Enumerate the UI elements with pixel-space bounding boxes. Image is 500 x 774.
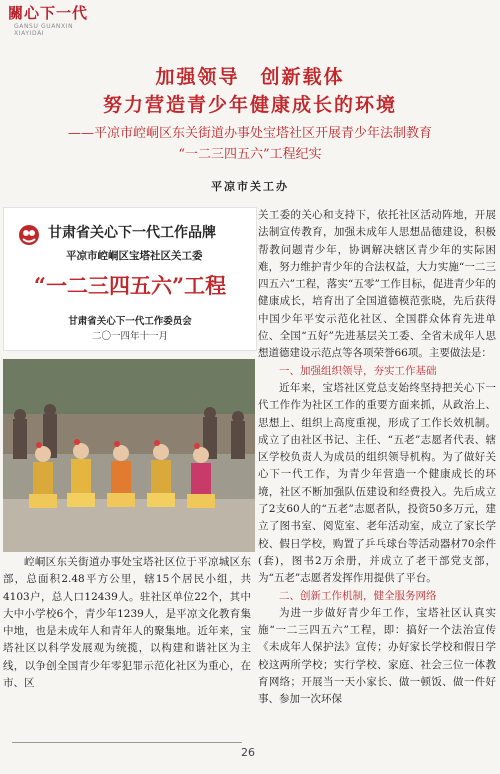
section-heading-2: 二、创新工作机制，健全服务网络: [279, 589, 437, 602]
award-box-slogan: “一二三四五六”工程: [33, 273, 227, 298]
article-subtitle-line1: ——平凉市崆峒区东关街道办事处宝塔社区开展青少年法制教育: [67, 126, 432, 141]
logo-en-line1: GANSU GUANXIN: [14, 23, 74, 30]
right-paragraph-1: 关工委的关心和支持下，依托社区活动阵地，开展法制宣传教育，加强未成年人思想品德建设，积极帮教问题青少年，协调解决辖区青少年的实际困难，努力维护青少年的合法权益，大力实施“一二三四五六”工程，落实“五零”工作目标，促进青少年的健康成长，培育出了全国道德模范张晓，先后获得中国少年平安示范化社区、全国群众体育先进单位、全国“五好”先进基层关工委、全省未成年人思想道德建设示范点等各项荣誉66项。主要做法是：: [258, 209, 496, 360]
article-title-line1: 加强领导 创新载体: [155, 66, 345, 88]
article-author: 平凉市关工办: [211, 180, 289, 193]
footer-divider: [12, 742, 242, 743]
award-box-date: 二〇一四年十一月: [91, 331, 168, 342]
logo-text: 關心下一代: [8, 4, 89, 22]
article-title-line2: 努力营造青少年健康成长的环境: [102, 94, 397, 116]
children-performance-photo: [3, 359, 255, 552]
section-heading-1: 一、加强组织领导，夯实工作基础: [279, 364, 437, 377]
left-column: [3, 554, 251, 692]
right-column: [258, 207, 496, 709]
award-box-subtitle: 平凉市崆峒区宝塔社区关工委: [66, 250, 203, 262]
right-paragraph-3: 为进一步做好青少年工作，宝塔社区认真实施“一二三四五六”工程，即：搞好一个法治宣传《未成年人保护法》宣传；办好家长学校和假日学校这两所学校；实行学校、家庭、社会三位一体教育网络；开展当一天小家长、做一顿饭、做一件好事、参加一次环保: [258, 606, 496, 706]
award-box: [3, 207, 257, 351]
logo-en-line2: XIAYIDAI: [14, 30, 45, 37]
left-paragraph-1: 崆峒区东关街道办事处宝塔社区位于平凉城区东部，总面积2.48平方公里，辖15个居民小组，共4103户，总人口12439人。驻社区单位22个，其中大中小学校6个，青少年1239人，是平凉文化教育集中地，也是未成年人和青年人的聚集地。近年来，宝塔社区以科学发展观为统揽，以构建和谐社区为主线，以争创全国青少年零犯罪示范化社区为重心，在市、区: [3, 556, 251, 690]
header-logo: [8, 2, 98, 38]
article-subtitle-line2: “一二三四五六”工程纪实: [178, 147, 322, 162]
award-logo-icon: [18, 224, 40, 246]
award-box-org: 甘肃省关心下一代工作委员会: [68, 316, 192, 327]
right-paragraph-2: 近年来，宝塔社区党总支始终坚持把关心下一代工作作为社区工作的重要方面来抓，从政治上、思想上、组织上高度重视，形成了工作长效机制。成立了由社区书记、主任、“五老”志愿者代表、辖区学校负责人为成员的组织领导机构。为了做好关心下一代工作，为青少年营造一个健康成长的环境，社区不断加强队伍建设和经费投入。先后成立了2支60人的“五老”志愿者队，投资50多万元，建立了图书室、阅览室、老年活动室，成立了家长学校、假日学校，购置了乒乓球台等活动器材70余件(套)，图书2万余册，并成立了老干部党支部，为“五老”志愿者发挥作用提供了平台。: [258, 381, 496, 585]
page-number: 26: [241, 746, 255, 759]
award-box-title: 甘肃省关心下一代工作品牌: [48, 225, 216, 241]
